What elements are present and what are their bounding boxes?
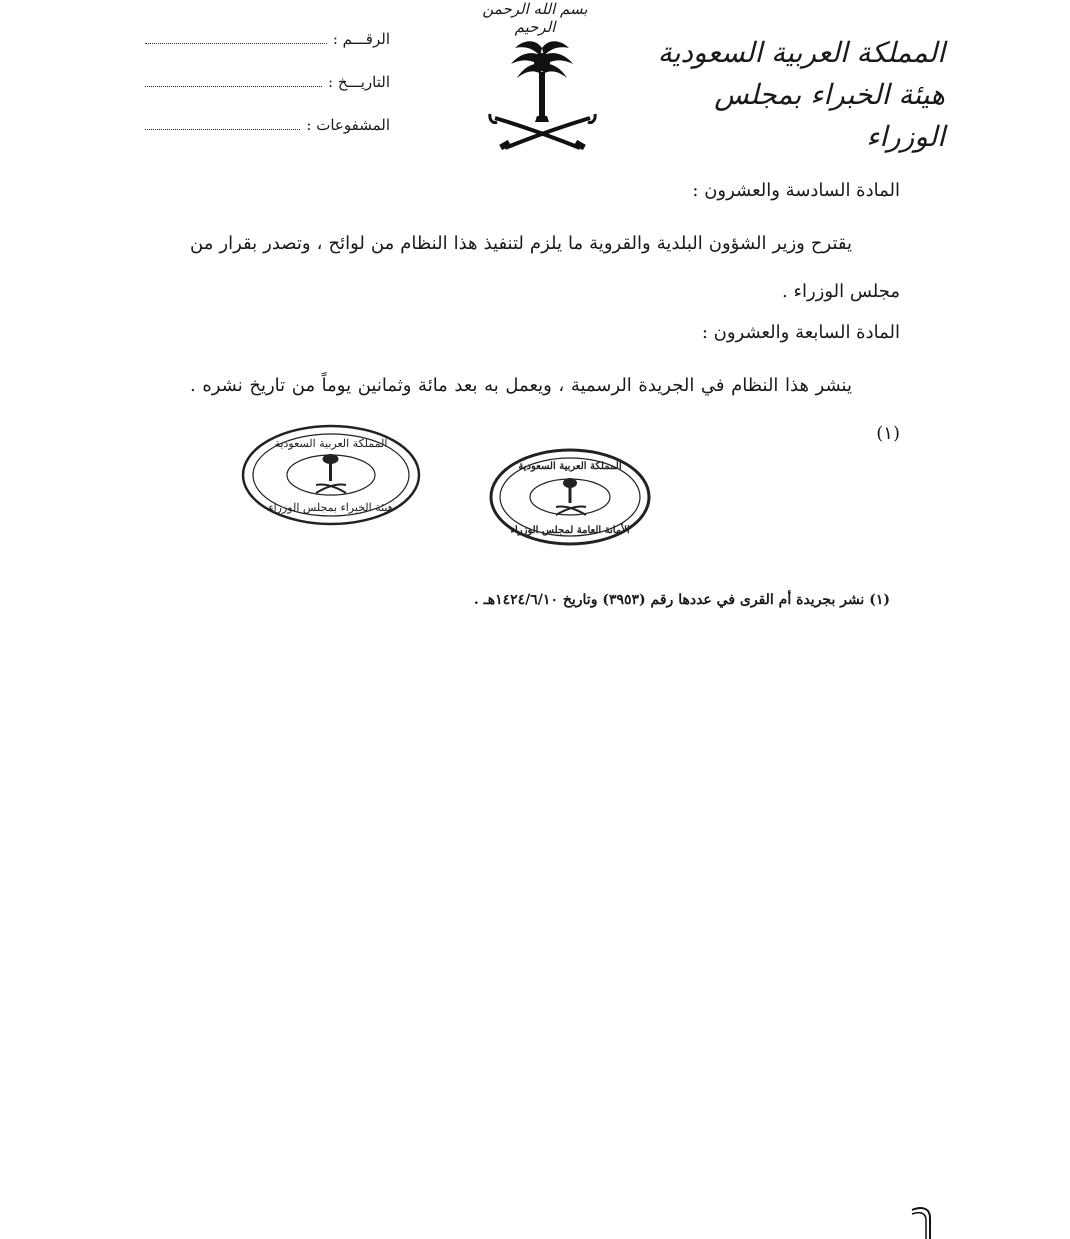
reference-fields [145,30,390,159]
article-26-text: يقترح وزير الشؤون البلدية والقروية ما يلزم لتنفيذ هذا النظام من لوائح ، وتصدر بقرار من مجلس الوزراء . [190,233,900,302]
organization-header [655,32,945,158]
date-blank [145,85,322,87]
attachments-blank [145,128,300,130]
number-blank [145,42,327,44]
document-body [190,176,900,460]
date-label: التاريـــخ : [328,73,390,91]
org-name-line-1: المملكة العربية السعودية [657,36,945,69]
footnote: (١) نشر بجريدة أم القرى في عددها رقم (٣٩٥٣) وتاريخ ١٤٢٤/٦/١٠هـ . [473,592,890,608]
general-secretariat-seal [488,447,652,547]
seal-2-bottom-text: الأمانة العامة لمجلس الوزراء [510,525,630,536]
number-label: الرقـــم : [332,30,390,48]
attachments-field [145,116,390,159]
attachments-label: المشفوعات : [306,116,390,134]
seal-2-top-text: المملكة العربية السعودية [518,461,622,472]
page-corner-mark [908,1204,938,1239]
org-name-line-2: هيئة الخبراء بمجلس الوزراء [714,78,945,153]
seal-1-bottom-text: هيئة الخبراء بمجلس الوزراء [268,501,394,514]
number-field [145,30,390,73]
experts-commission-seal [240,423,422,528]
article-26-heading: المادة السادسة والعشرون : [692,180,900,201]
saudi-emblem-icon [485,34,600,154]
article-27-heading: المادة السابعة والعشرون : [701,322,900,343]
date-field [145,73,390,116]
basmala: بسم الله الرحمن الرحيم [482,0,588,36]
seal-1-top-text: المملكة العربية السعودية [274,437,388,450]
article-27-text: ينشر هذا النظام في الجريدة الرسمية ، ويعمل به بعد مائة وثمانين يوماً من تاريخ نشره . (١) [190,375,900,444]
